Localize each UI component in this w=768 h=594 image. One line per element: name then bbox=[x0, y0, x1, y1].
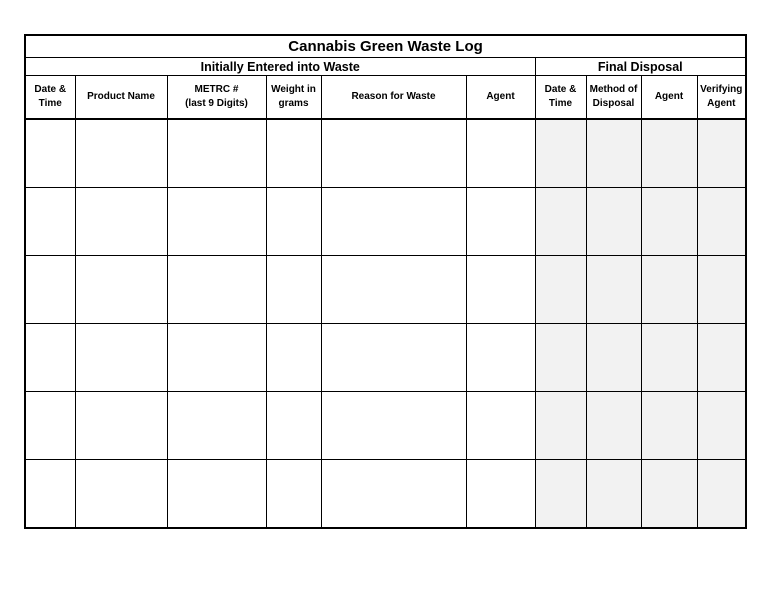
agent-cell[interactable] bbox=[466, 392, 535, 460]
final-agent-cell[interactable] bbox=[641, 188, 697, 256]
column-header-final-agent: Agent bbox=[641, 76, 697, 120]
date-time-cell[interactable] bbox=[25, 324, 75, 392]
reason-cell[interactable] bbox=[321, 188, 466, 256]
group-header-initial: Initially Entered into Waste bbox=[25, 58, 535, 76]
weight-cell[interactable] bbox=[266, 119, 321, 188]
column-header-row bbox=[25, 76, 746, 120]
table-row bbox=[25, 392, 746, 460]
metrc-cell[interactable] bbox=[167, 256, 266, 324]
final-agent-cell[interactable] bbox=[641, 256, 697, 324]
table-row bbox=[25, 324, 746, 392]
agent-cell[interactable] bbox=[466, 188, 535, 256]
product-name-cell[interactable] bbox=[75, 460, 167, 529]
date-time-cell[interactable] bbox=[25, 188, 75, 256]
column-header-reason: Reason for Waste bbox=[321, 76, 466, 120]
log-rows bbox=[25, 119, 746, 528]
verifying-agent-cell[interactable] bbox=[697, 460, 746, 529]
table-row bbox=[25, 256, 746, 324]
agent-cell[interactable] bbox=[466, 460, 535, 529]
final-agent-cell[interactable] bbox=[641, 460, 697, 529]
metrc-cell[interactable] bbox=[167, 460, 266, 529]
reason-cell[interactable] bbox=[321, 119, 466, 188]
table-row bbox=[25, 460, 746, 529]
product-name-cell[interactable] bbox=[75, 392, 167, 460]
final-date-time-cell[interactable] bbox=[535, 460, 586, 529]
product-name-cell[interactable] bbox=[75, 324, 167, 392]
final-date-time-cell[interactable] bbox=[535, 256, 586, 324]
method-cell[interactable] bbox=[586, 392, 641, 460]
method-cell[interactable] bbox=[586, 256, 641, 324]
final-date-time-cell[interactable] bbox=[535, 324, 586, 392]
agent-cell[interactable] bbox=[466, 119, 535, 188]
column-header-metrc: METRC # (last 9 Digits) bbox=[167, 76, 266, 120]
verifying-agent-cell[interactable] bbox=[697, 119, 746, 188]
verifying-agent-cell[interactable] bbox=[697, 392, 746, 460]
group-header-final: Final Disposal bbox=[535, 58, 746, 76]
column-header-weight: Weight in grams bbox=[266, 76, 321, 120]
verifying-agent-cell[interactable] bbox=[697, 188, 746, 256]
product-name-cell[interactable] bbox=[75, 188, 167, 256]
column-header-agent: Agent bbox=[466, 76, 535, 120]
waste-log-table bbox=[24, 34, 747, 529]
method-cell[interactable] bbox=[586, 324, 641, 392]
column-header-method: Method of Disposal bbox=[586, 76, 641, 120]
reason-cell[interactable] bbox=[321, 324, 466, 392]
weight-cell[interactable] bbox=[266, 188, 321, 256]
product-name-cell[interactable] bbox=[75, 119, 167, 188]
column-header-date-time: Date & Time bbox=[25, 76, 75, 120]
date-time-cell[interactable] bbox=[25, 119, 75, 188]
page-title: Cannabis Green Waste Log bbox=[25, 35, 746, 58]
column-header-verifying-agent: Verifying Agent bbox=[697, 76, 746, 120]
table-row bbox=[25, 119, 746, 188]
agent-cell[interactable] bbox=[466, 256, 535, 324]
metrc-cell[interactable] bbox=[167, 119, 266, 188]
metrc-cell[interactable] bbox=[167, 392, 266, 460]
final-agent-cell[interactable] bbox=[641, 324, 697, 392]
metrc-cell[interactable] bbox=[167, 188, 266, 256]
weight-cell[interactable] bbox=[266, 324, 321, 392]
final-date-time-cell[interactable] bbox=[535, 188, 586, 256]
reason-cell[interactable] bbox=[321, 392, 466, 460]
method-cell[interactable] bbox=[586, 188, 641, 256]
metrc-cell[interactable] bbox=[167, 324, 266, 392]
final-agent-cell[interactable] bbox=[641, 392, 697, 460]
weight-cell[interactable] bbox=[266, 392, 321, 460]
column-header-product-name: Product Name bbox=[75, 76, 167, 120]
reason-cell[interactable] bbox=[321, 460, 466, 529]
table-row bbox=[25, 188, 746, 256]
verifying-agent-cell[interactable] bbox=[697, 324, 746, 392]
method-cell[interactable] bbox=[586, 460, 641, 529]
product-name-cell[interactable] bbox=[75, 256, 167, 324]
date-time-cell[interactable] bbox=[25, 392, 75, 460]
column-header-final-date-time: Date & Time bbox=[535, 76, 586, 120]
weight-cell[interactable] bbox=[266, 256, 321, 324]
agent-cell[interactable] bbox=[466, 324, 535, 392]
final-date-time-cell[interactable] bbox=[535, 119, 586, 188]
reason-cell[interactable] bbox=[321, 256, 466, 324]
date-time-cell[interactable] bbox=[25, 460, 75, 529]
weight-cell[interactable] bbox=[266, 460, 321, 529]
verifying-agent-cell[interactable] bbox=[697, 256, 746, 324]
final-agent-cell[interactable] bbox=[641, 119, 697, 188]
date-time-cell[interactable] bbox=[25, 256, 75, 324]
method-cell[interactable] bbox=[586, 119, 641, 188]
final-date-time-cell[interactable] bbox=[535, 392, 586, 460]
